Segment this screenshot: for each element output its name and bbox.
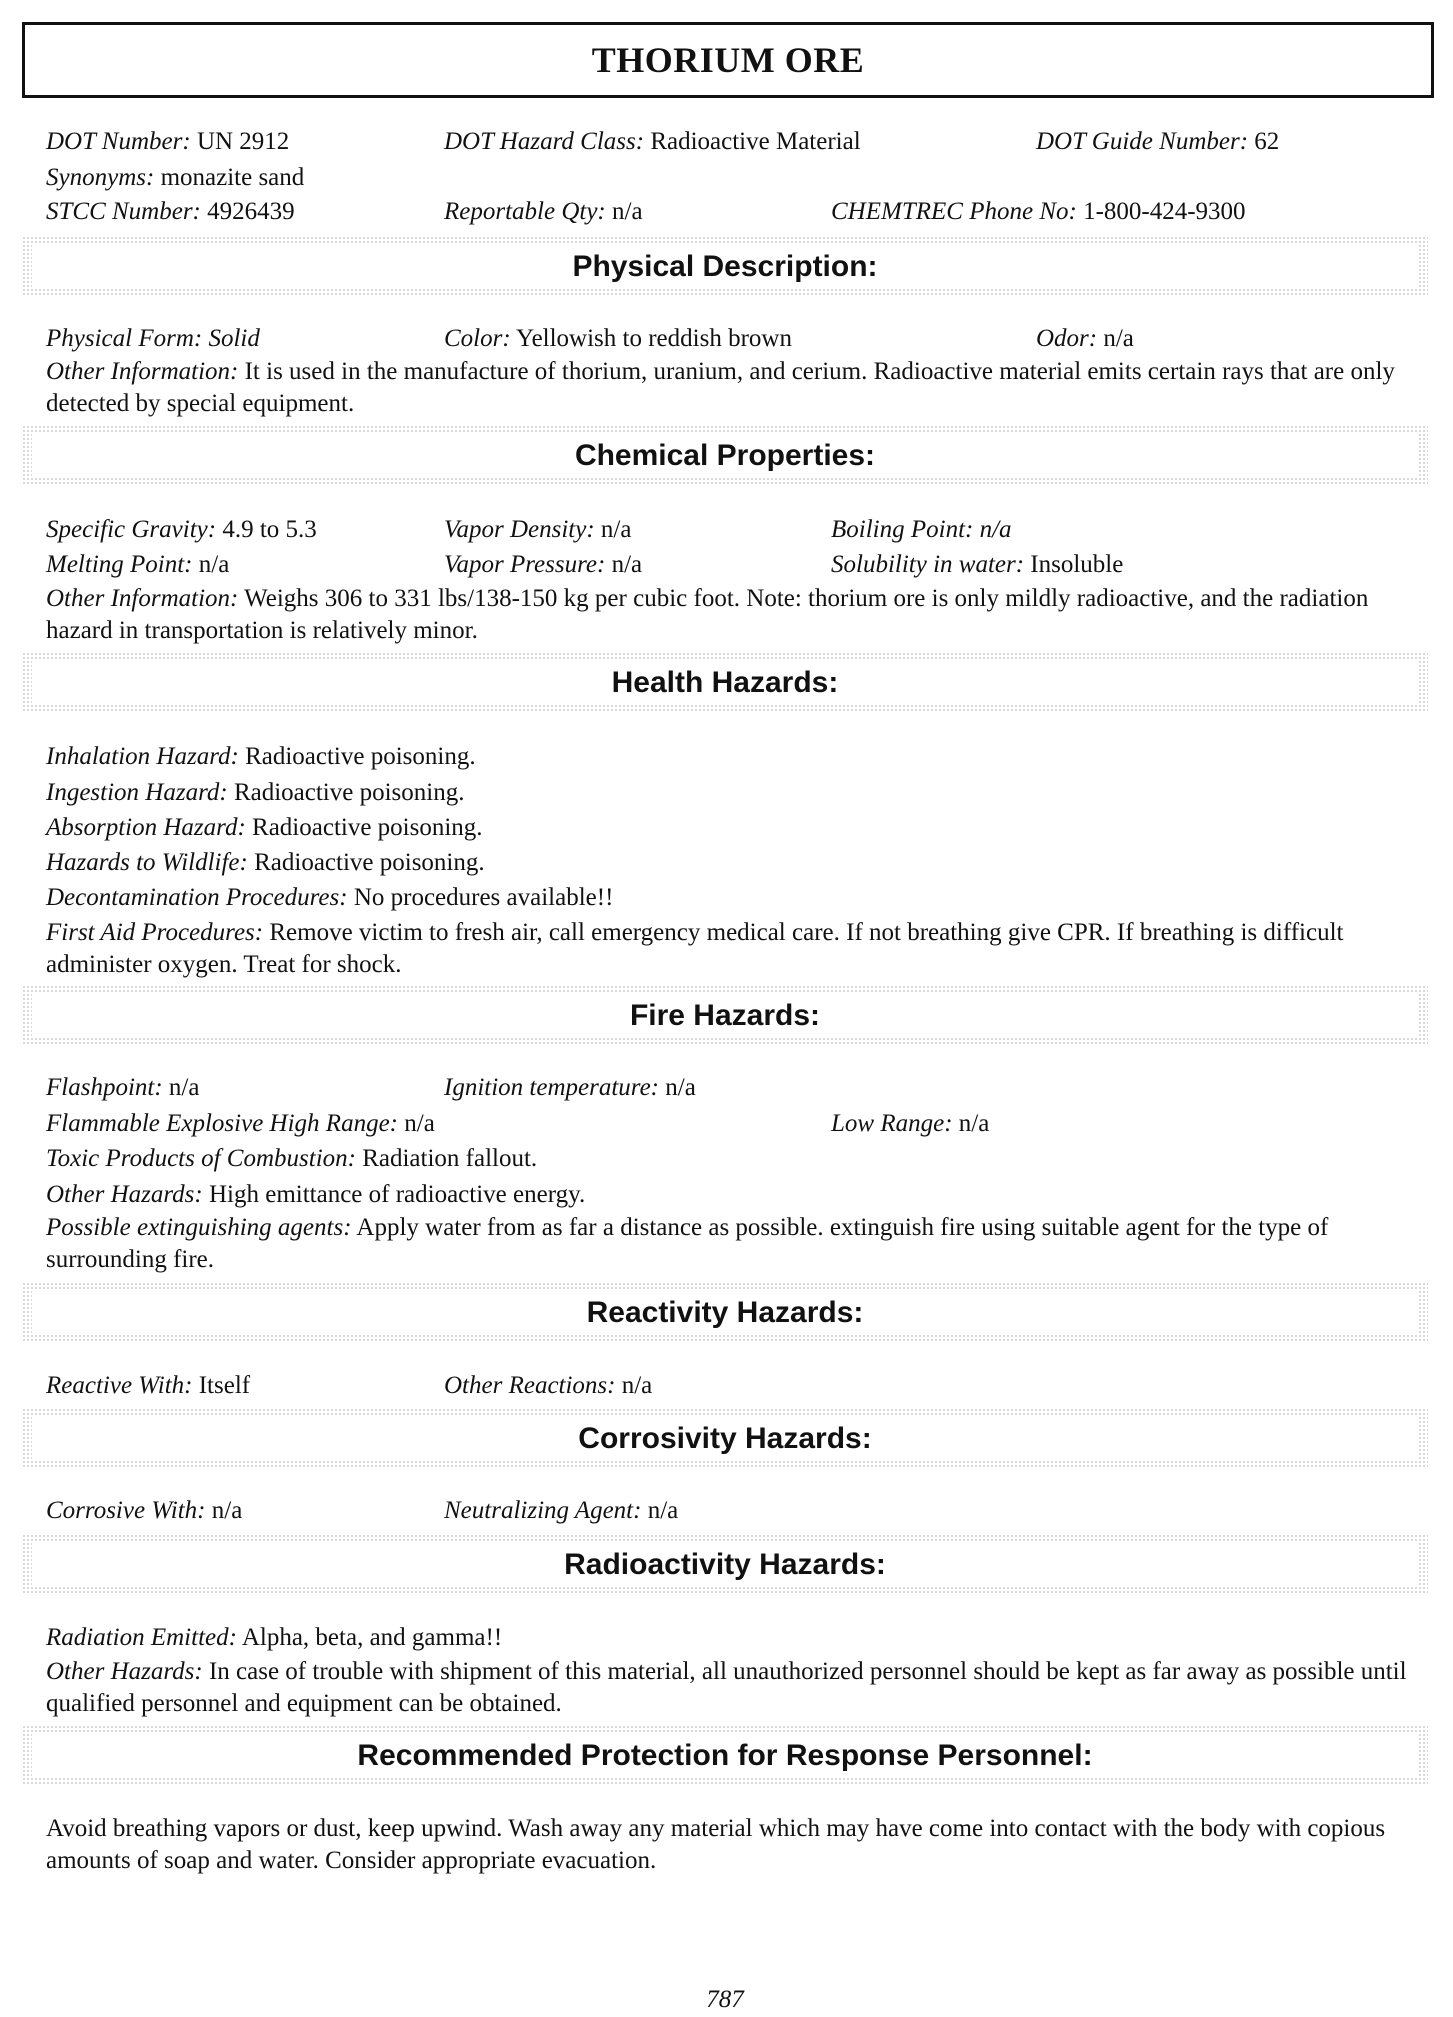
- flashpoint: Flashpoint: n/a: [46, 1074, 200, 1101]
- radioactivity-other-hazards: Other Hazards: In case of trouble with shipment of this material, all unauthorized personnel should be kept as far away as possible until qualified personnel and equipment can be obtained.: [46, 1658, 1407, 1717]
- melting-point: Melting Point: n/a: [46, 551, 230, 578]
- color: Color: Yellowish to reddish brown: [444, 325, 792, 352]
- fire-other-hazards: Other Hazards: High emittance of radioactive energy.: [46, 1181, 586, 1208]
- protection-text: Avoid breathing vapors or dust, keep upwind. Wash away any material which may have come into contact with the body with copious amounts of soap and water. Consider appropriate evacuation.: [46, 1815, 1386, 1874]
- document-page: [22, 22, 1434, 2013]
- ingestion-hazard: Ingestion Hazard: Radioactive poisoning.: [46, 779, 465, 806]
- low-range: Low Range: n/a: [831, 1110, 990, 1137]
- page-number: 787: [706, 1986, 744, 2013]
- synonyms: Synonyms: monazite sand: [46, 164, 305, 191]
- section-band-protection: [22, 1725, 1428, 1785]
- corrosive-with: Corrosive With: n/a: [46, 1497, 243, 1524]
- inhalation-hazard: Inhalation Hazard: Radioactive poisoning.: [46, 743, 476, 770]
- section-band-health: [22, 652, 1428, 712]
- vapor-pressure: Vapor Pressure: n/a: [444, 551, 643, 578]
- physical-other-info: Other Information: It is used in the manufacture of thorium, uranium, and cerium. Radioactive material emits certain rays that are only detected by special equipment.: [46, 358, 1395, 417]
- section-heading-chemical: Chemical Properties:: [574, 438, 876, 472]
- section-heading-physical: Physical Description:: [572, 249, 878, 283]
- wildlife-hazard: Hazards to Wildlife: Radioactive poisoning.: [46, 849, 485, 876]
- reportable-qty: Reportable Qty: n/a: [444, 198, 643, 225]
- toxic-products: Toxic Products of Combustion: Radiation fallout.: [46, 1145, 538, 1172]
- dot-number: DOT Number: UN 2912: [46, 128, 290, 155]
- section-heading-protection: Recommended Protection for Response Personnel:: [357, 1738, 1093, 1772]
- ignition-temperature: Ignition temperature: n/a: [444, 1074, 696, 1101]
- chemtrec-phone: CHEMTREC Phone No: 1-800-424-9300: [831, 198, 1246, 225]
- absorption-hazard: Absorption Hazard: Radioactive poisoning.: [46, 814, 483, 841]
- section-heading-health: Health Hazards:: [611, 665, 839, 699]
- solubility: Solubility in water: Insoluble: [831, 551, 1124, 578]
- radiation-emitted: Radiation Emitted: Alpha, beta, and gamma!!: [46, 1624, 503, 1651]
- high-range: Flammable Explosive High Range: n/a: [46, 1110, 435, 1137]
- first-aid: First Aid Procedures: Remove victim to fresh air, call emergency medical care. If not breathing give CPR. If breathing is difficult administer oxygen. Treat for shock.: [46, 919, 1344, 978]
- title-box: [22, 22, 1434, 98]
- section-heading-corrosivity: Corrosivity Hazards:: [578, 1421, 872, 1455]
- section-heading-reactivity: Reactivity Hazards:: [586, 1295, 864, 1329]
- specific-gravity: Specific Gravity: 4.9 to 5.3: [46, 516, 317, 543]
- section-band-radioactivity: [22, 1534, 1428, 1594]
- section-band-fire: [22, 985, 1428, 1045]
- page-title: THORIUM ORE: [591, 39, 865, 80]
- stcc-number: STCC Number: 4926439: [46, 198, 295, 225]
- physical-form: Physical Form: Solid: [46, 325, 260, 352]
- section-band-reactivity: [22, 1282, 1428, 1342]
- reactive-with: Reactive With: Itself: [46, 1372, 251, 1399]
- vapor-density: Vapor Density: n/a: [444, 516, 632, 543]
- neutralizing-agent: Neutralizing Agent: n/a: [444, 1497, 679, 1524]
- guide-number: DOT Guide Number: 62: [1036, 128, 1280, 155]
- other-reactions: Other Reactions: n/a: [444, 1372, 653, 1399]
- section-band-physical: [22, 236, 1428, 296]
- section-band-corrosivity: [22, 1408, 1428, 1468]
- chemical-other-info: Other Information: Weighs 306 to 331 lbs/138-150 kg per cubic foot. Note: thorium ore is only mildly radioactive, and the radiation hazard in transportation is relatively minor.: [46, 585, 1369, 644]
- odor: Odor: n/a: [1036, 325, 1134, 352]
- section-heading-fire: Fire Hazards:: [629, 998, 821, 1032]
- section-band-chemical: [22, 425, 1428, 485]
- hazard-class: DOT Hazard Class: Radioactive Material: [444, 128, 861, 155]
- decontamination: Decontamination Procedures: No procedures available!!: [46, 884, 614, 911]
- extinguishing-agents: Possible extinguishing agents: Apply water from as far a distance as possible. extinguish fire using suitable agent for the type of surrounding fire.: [46, 1214, 1329, 1273]
- section-heading-radioactivity: Radioactivity Hazards:: [564, 1547, 886, 1581]
- boiling-point: Boiling Point: n/a: [831, 516, 1012, 543]
